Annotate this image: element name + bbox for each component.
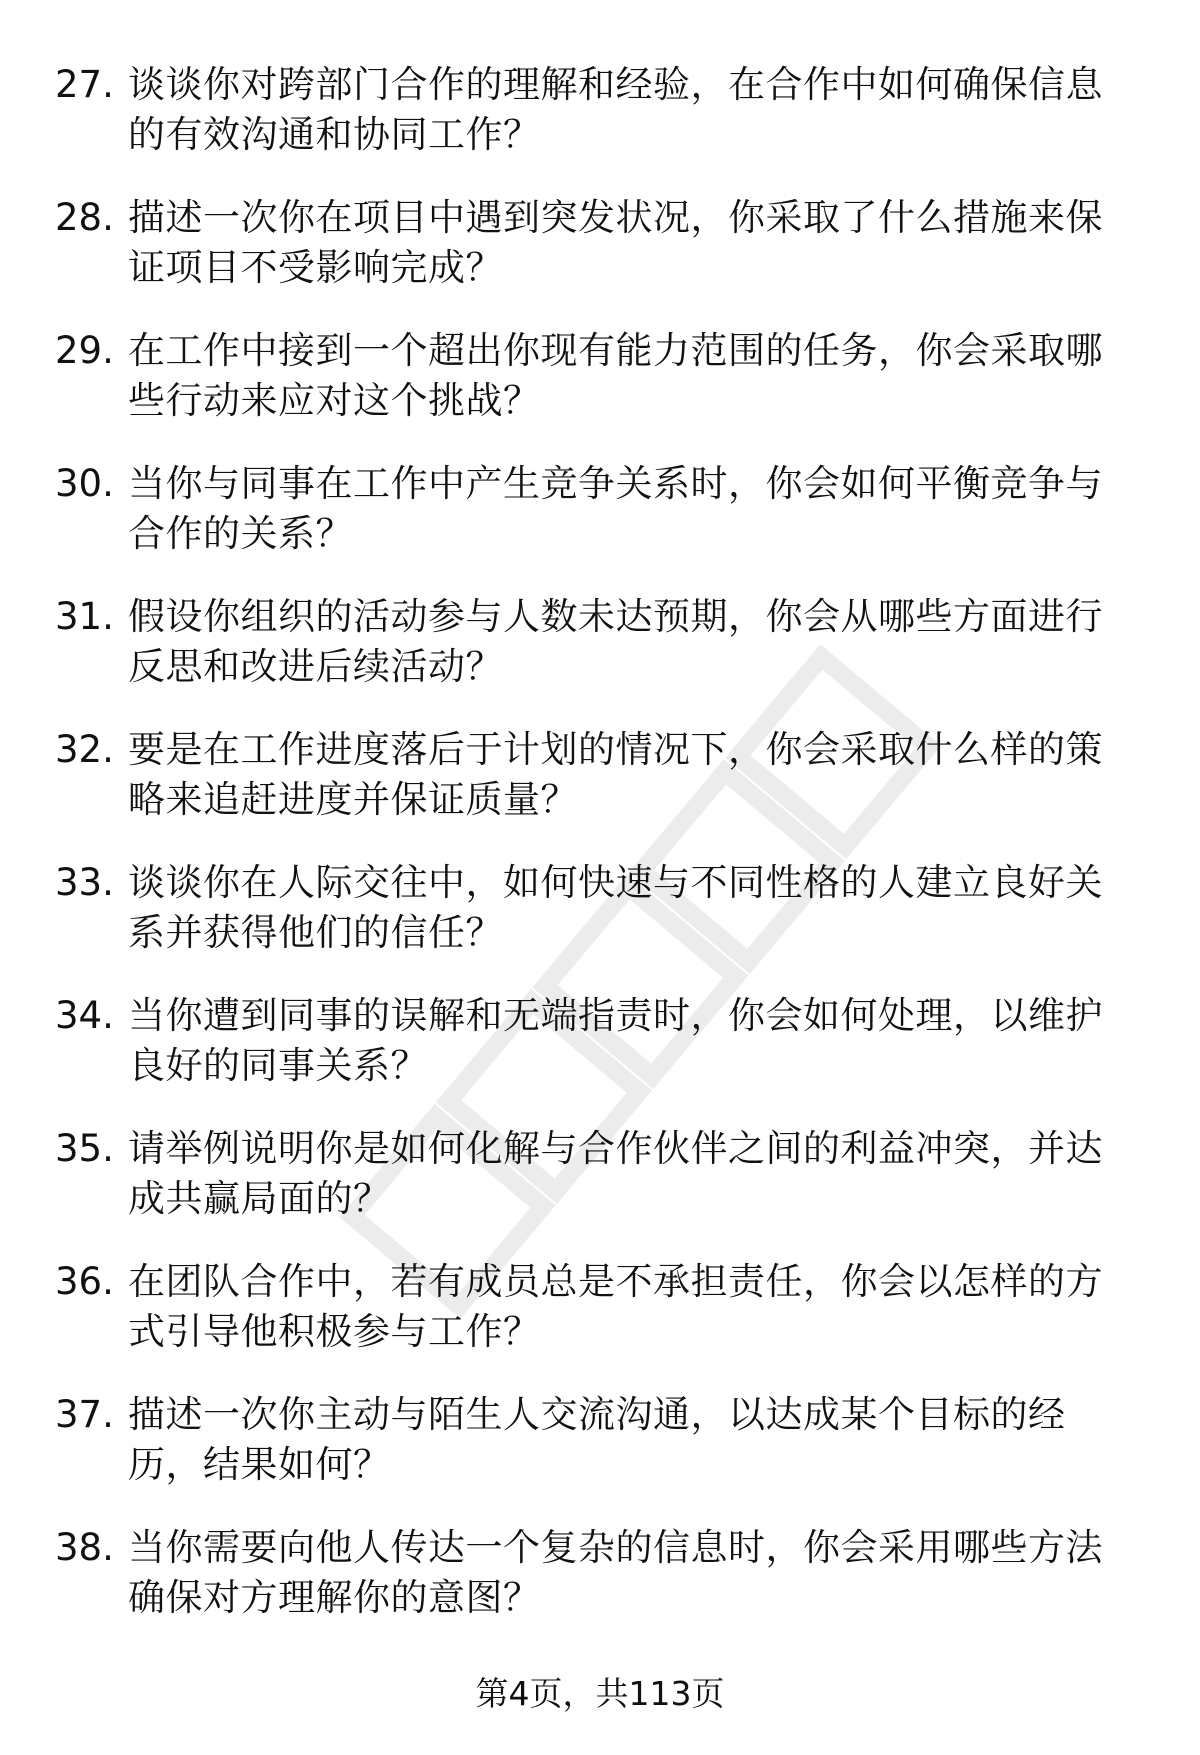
question-text: 当你遭到同事的误解和无端指责时，你会如何处理，以维护良好的同事关系？ bbox=[128, 994, 1103, 1087]
question-number: 36. bbox=[55, 1260, 114, 1303]
question-text: 谈谈你对跨部门合作的理解和经验，在合作中如何确保信息的有效沟通和协同工作？ bbox=[128, 63, 1103, 156]
question-text: 当你与同事在工作中产生竞争关系时，你会如何平衡竞争与合作的关系？ bbox=[128, 462, 1103, 555]
question-text: 在团队合作中，若有成员总是不承担责任，你会以怎样的方式引导他积极参与工作？ bbox=[128, 1260, 1103, 1353]
question-number: 38. bbox=[55, 1526, 114, 1569]
question-text: 在工作中接到一个超出你现有能力范围的任务，你会采取哪些行动来应对这个挑战？ bbox=[128, 329, 1103, 422]
question-number: 28. bbox=[55, 196, 114, 239]
list-item bbox=[0, 858, 1200, 991]
question-text: 描述一次你主动与陌生人交流沟通，以达成某个目标的经历，结果如何？ bbox=[128, 1393, 1066, 1486]
question-number: 31. bbox=[55, 595, 114, 638]
list-item bbox=[0, 592, 1200, 725]
list-item bbox=[0, 991, 1200, 1124]
list-item bbox=[0, 1124, 1200, 1257]
list-item bbox=[0, 459, 1200, 592]
question-text: 当你需要向他人传达一个复杂的信息时，你会采用哪些方法确保对方理解你的意图？ bbox=[128, 1526, 1103, 1619]
list-item bbox=[0, 326, 1200, 459]
question-number: 27. bbox=[55, 63, 114, 106]
question-number: 29. bbox=[55, 329, 114, 372]
list-item bbox=[0, 1390, 1200, 1523]
page-indicator: 第4页，共113页 bbox=[475, 1674, 725, 1713]
question-text: 谈谈你在人际交往中，如何快速与不同性格的人建立良好关系并获得他们的信任？ bbox=[128, 861, 1103, 954]
question-number: 35. bbox=[55, 1127, 114, 1170]
question-text: 描述一次你在项目中遇到突发状况，你采取了什么措施来保证项目不受影响完成？ bbox=[128, 196, 1103, 289]
list-item bbox=[0, 1257, 1200, 1390]
list-item bbox=[0, 193, 1200, 326]
question-number: 33. bbox=[55, 861, 114, 904]
question-number: 37. bbox=[55, 1393, 114, 1436]
question-number: 34. bbox=[55, 994, 114, 1037]
question-number: 32. bbox=[55, 728, 114, 771]
list-item bbox=[0, 60, 1200, 193]
list-item bbox=[0, 1523, 1200, 1656]
question-number: 30. bbox=[55, 462, 114, 505]
question-text: 要是在工作进度落后于计划的情况下，你会采取什么样的策略来追赶进度并保证质量？ bbox=[128, 728, 1103, 821]
question-list bbox=[0, 60, 1200, 1656]
question-text: 假设你组织的活动参与人数未达预期，你会从哪些方面进行反思和改进后续活动？ bbox=[128, 595, 1103, 688]
list-item bbox=[0, 725, 1200, 858]
question-text: 请举例说明你是如何化解与合作伙伴之间的利益冲突，并达成共赢局面的？ bbox=[128, 1127, 1103, 1220]
